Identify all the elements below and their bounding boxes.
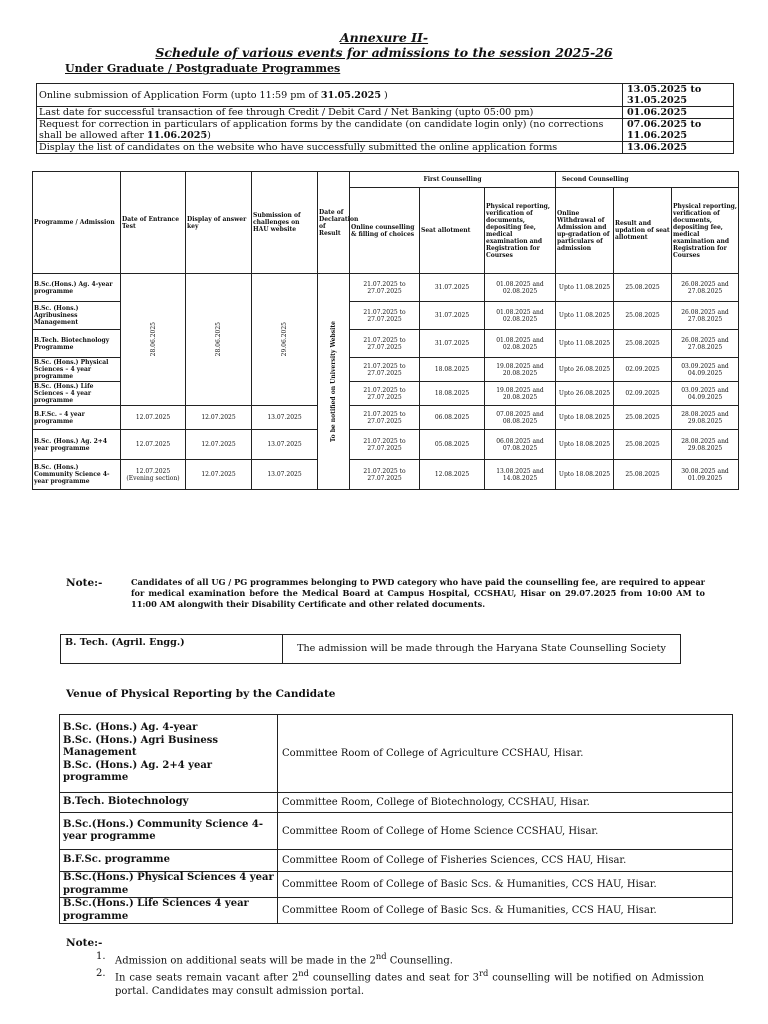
event-text: Display the list of candidates on the website who have successfully submitted the online application forms — [39, 142, 558, 153]
merged-date-vertical: 28.06.2025 — [215, 322, 222, 357]
challenges-cell: 13.07.2025 — [252, 460, 318, 490]
header-physical-reporting-2: Physical reporting, verification of documents, depositing fee, medical examination and Registration for Courses — [672, 188, 739, 274]
venue-programme — [60, 715, 278, 793]
withdrawal-cell: Upto 18.08.2025 — [556, 460, 614, 490]
result-cell: 25.08.2025 — [614, 460, 672, 490]
venue-programme-line: B.Sc.(Hons.) Physical Sciences 4 year programme — [63, 872, 274, 896]
result-cell: 25.08.2025 — [614, 274, 672, 302]
result-cell: 25.08.2025 — [614, 406, 672, 430]
venue-programme — [60, 898, 278, 924]
physical-reporting-cell: 01.08.2025 and 02.08.2025 — [485, 330, 556, 358]
physical-reporting-2-cell: 03.09.2025 and 04.09.2025 — [672, 358, 739, 382]
venue-row — [60, 793, 733, 813]
note-item-number: 2. — [96, 968, 106, 980]
result-cell: 25.08.2025 — [614, 302, 672, 330]
event-text: Last date for successful transaction of fee through Credit / Debit Card / Net Banking (upto 05:00 pm) — [39, 107, 534, 118]
header-answer-key: Display of answer key — [186, 172, 252, 274]
online-counselling-cell: 21.07.2025 to 27.07.2025 — [350, 274, 420, 302]
annexure-title: Annexure II- — [339, 30, 429, 45]
counselling-schedule-table — [32, 171, 739, 490]
venue-location: Committee Room of College of Basic Scs. & Humanities, CCS HAU, Hisar. — [278, 898, 733, 924]
note-item-text: Admission on additional seats will be made in the 2 — [115, 955, 376, 967]
programme-cell: B.Sc. (Hons.) Community Science 4- year programme — [33, 460, 121, 490]
declaration-cell — [318, 274, 350, 490]
venue-programme-line: B.Sc. (Hons.) Ag. 2+4 year programme — [63, 759, 213, 784]
event-date-bold: 31.05.2025 — [320, 89, 381, 101]
schedule-title: Schedule of various events for admissions to the session 2025-26 — [155, 45, 613, 60]
physical-reporting-cell: 19.08.2025 and 20.08.2025 — [485, 358, 556, 382]
venue-programme-line: B.Tech. Biotechnology — [63, 796, 189, 808]
result-cell: 02.09.2025 — [614, 382, 672, 406]
venue-row — [60, 872, 733, 898]
note-item-text-2: Counselling. — [386, 955, 453, 967]
schedule-event — [37, 107, 623, 119]
venue-programme — [60, 872, 278, 898]
programme-cell: B.Sc. (Hons.) Life Sciences – 4 year programme — [33, 382, 121, 406]
btech-admission-table — [60, 634, 681, 664]
online-counselling-cell: 21.07.2025 to 27.07.2025 — [350, 382, 420, 406]
event-text-end: ) — [381, 89, 388, 101]
note-item-text-2: counselling dates and seat for 3 — [308, 972, 479, 984]
physical-reporting-2-cell: 03.09.2025 and 04.09.2025 — [672, 382, 739, 406]
note-item-text-3: counselling will be notified on Admission portal. Candidates may consult admission portal. — [115, 972, 704, 997]
physical-reporting-cell: 07.08.2025 and 08.08.2025 — [485, 406, 556, 430]
programme-cell: B.Sc.(Hons.) Ag. 4-year programme — [33, 274, 121, 302]
challenges-cell: 13.07.2025 — [252, 406, 318, 430]
schedule-date: 07.06.2025 to 11.06.2025 — [623, 119, 734, 142]
answer-key-cell: 12.07.2025 — [186, 460, 252, 490]
table-row — [33, 430, 739, 460]
venue-title: Venue of Physical Reporting by the Candidate — [66, 688, 336, 700]
venue-location: Committee Room, College of Biotechnology, CCSHAU, Hisar. — [278, 793, 733, 813]
header-withdrawal: Online Withdrawal of Admission and up-gradation of particulars of admission — [556, 188, 614, 274]
note-2-label: Note:- — [66, 937, 103, 949]
note-item — [96, 967, 704, 997]
header-seat-allotment: Seat allotment — [420, 188, 485, 274]
answer-key-cell: 12.07.2025 — [186, 406, 252, 430]
programme-cell: B.F.Sc. – 4 year programme — [33, 406, 121, 430]
physical-reporting-cell: 01.08.2025 and 02.08.2025 — [485, 302, 556, 330]
withdrawal-cell: Upto 26.08.2025 — [556, 358, 614, 382]
table-row — [33, 406, 739, 430]
seat-allotment-cell: 31.07.2025 — [420, 330, 485, 358]
entrance-cell: 12.07.2025 — [121, 430, 186, 460]
note-label: Note:- — [66, 577, 103, 589]
note-item-text: In case seats remain vacant after 2 — [115, 972, 299, 984]
online-counselling-cell: 21.07.2025 to 27.07.2025 — [350, 330, 420, 358]
venue-programme-line: B.F.Sc. programme — [63, 854, 170, 866]
table-row — [33, 274, 739, 302]
seat-allotment-cell: 05.08.2025 — [420, 430, 485, 460]
seat-allotment-cell: 06.08.2025 — [420, 406, 485, 430]
programme-cell: B.Sc. (Hons.) Ag. 2+4 year programme — [33, 430, 121, 460]
online-counselling-cell: 21.07.2025 to 27.07.2025 — [350, 406, 420, 430]
physical-reporting-cell: 19.08.2025 and 20.08.2025 — [485, 382, 556, 406]
header-first-counselling: First Counselling — [350, 172, 556, 188]
schedule-date: 01.06.2025 — [623, 107, 734, 119]
physical-reporting-2-cell: 26.08.2025 and 27.08.2025 — [672, 302, 739, 330]
programme-cell: B.Tech. Biotechnology Programme — [33, 330, 121, 358]
merged-date-vertical: 29.06.2025 — [281, 322, 288, 357]
note-item-sup-2: rd — [478, 968, 489, 979]
schedule-row — [37, 107, 734, 119]
btech-programme: B. Tech. (Agril. Engg.) — [61, 635, 283, 664]
venue-row — [60, 715, 733, 793]
header-challenges: Submission of challenges on HAU website — [252, 172, 318, 274]
note-item — [96, 950, 704, 967]
physical-reporting-cell: 06.08.2025 and 07.08.2025 — [485, 430, 556, 460]
schedule-date: 13.05.2025 to 31.05.2025 — [623, 84, 734, 107]
schedule-event — [37, 119, 623, 142]
pwd-note-text: Candidates of all UG / PG programmes belonging to PWD category who have paid the counselling fee, are required to appear for medical examination before the Medical Board at Campus Hospital, CCSHAU, Hisar on 29.07.2025 from 10:00 AM to 11:00 AM alongwith their Disability Certificate and other related documents. — [131, 577, 705, 609]
note-item-sup: nd — [375, 951, 387, 961]
online-counselling-cell: 21.07.2025 to 27.07.2025 — [350, 460, 420, 490]
header-declaration: Date of Declaration of Result — [318, 172, 350, 274]
physical-reporting-2-cell: 28.08.2025 and 29.08.2025 — [672, 430, 739, 460]
seat-allotment-cell: 18.08.2025 — [420, 358, 485, 382]
event-text: Online submission of Application Form (upto 11:59 pm of — [39, 89, 321, 101]
venue-programme-line: B.Sc.(Hons.) Community Science 4-year programme — [63, 818, 263, 842]
online-counselling-cell: 21.07.2025 to 27.07.2025 — [350, 302, 420, 330]
physical-reporting-2-cell: 26.08.2025 and 27.08.2025 — [672, 330, 739, 358]
programme-cell: B.Sc. (Hons.) Agribusiness Management — [33, 302, 121, 330]
result-cell: 25.08.2025 — [614, 430, 672, 460]
event-date-bold: 11.06.2025 — [147, 130, 208, 141]
top-schedule-table — [36, 83, 734, 154]
merged-date-vertical: 28.06.2025 — [149, 322, 157, 357]
result-cell: 02.09.2025 — [614, 358, 672, 382]
entrance-cell: 12.07.2025 — [121, 406, 186, 430]
withdrawal-cell: Upto 11.08.2025 — [556, 330, 614, 358]
withdrawal-cell: Upto 11.08.2025 — [556, 302, 614, 330]
header-programme: Programme / Admission — [33, 172, 121, 274]
event-text-end: ) — [207, 130, 211, 141]
note-item-number: 1. — [96, 951, 106, 962]
withdrawal-cell: Upto 11.08.2025 — [556, 274, 614, 302]
physical-reporting-cell: 01.08.2025 and 02.08.2025 — [485, 274, 556, 302]
venue-location: Committee Room of College of Agriculture CCSHAU, Hisar. — [278, 715, 733, 793]
venue-row — [60, 898, 733, 924]
answer-key-cell: 12.07.2025 — [186, 430, 252, 460]
physical-reporting-cell: 13.08.2025 and 14.08.2025 — [485, 460, 556, 490]
seat-allotment-cell: 31.07.2025 — [420, 274, 485, 302]
schedule-row — [37, 119, 734, 142]
physical-reporting-2-cell: 30.08.2025 and 01.09.2025 — [672, 460, 739, 490]
header-entrance-test: Date of Entrance Test — [121, 172, 186, 274]
seat-allotment-cell: 18.08.2025 — [420, 382, 485, 406]
venue-programme — [60, 813, 278, 850]
challenges-cell: 13.07.2025 — [252, 430, 318, 460]
event-text: Request for correction in particulars of application forms by the candidate (on candidate login only) (no corrections shall be allowed after — [39, 119, 604, 141]
programme-cell: B.Sc. (Hons.) Physical Sciences – 4 year programme — [33, 358, 121, 382]
online-counselling-cell: 21.07.2025 to 27.07.2025 — [350, 430, 420, 460]
venue-programme-line: B.Sc. (Hons.) Ag. 4-year — [63, 722, 198, 734]
withdrawal-cell: Upto 18.08.2025 — [556, 406, 614, 430]
header-physical-reporting: Physical reporting, verification of documents, depositing fee, medical examination and Registration for Courses — [485, 188, 556, 274]
schedule-date: 13.06.2025 — [623, 142, 734, 154]
venue-programme-line: B.Sc. (Hons.) Agri Business Management — [63, 734, 218, 759]
declaration-vertical-text: To be notified on University Website — [330, 320, 337, 443]
schedule-row — [37, 84, 734, 107]
schedule-row — [37, 142, 734, 154]
table-row — [33, 460, 739, 490]
merged-entrance-cell — [121, 274, 186, 406]
seat-allotment-cell: 12.08.2025 — [420, 460, 485, 490]
btech-admission-text: The admission will be made through the Haryana State Counselling Society — [283, 635, 681, 664]
result-cell: 25.08.2025 — [614, 330, 672, 358]
venue-programme-line: B.Sc.(Hons.) Life Sciences 4 year programme — [63, 898, 249, 922]
venue-row — [60, 850, 733, 872]
venue-programme — [60, 793, 278, 813]
venue-location: Committee Room of College of Fisheries Sciences, CCS HAU, Hisar. — [278, 850, 733, 872]
header-result-updation: Result and updation of seat allotment — [614, 188, 672, 274]
online-counselling-cell: 21.07.2025 to 27.07.2025 — [350, 358, 420, 382]
withdrawal-cell: Upto 26.08.2025 — [556, 382, 614, 406]
note-item-sup: nd — [298, 968, 309, 979]
note-2-list — [96, 950, 704, 998]
physical-reporting-2-cell: 28.08.2025 and 29.08.2025 — [672, 406, 739, 430]
venue-location: Committee Room of College of Basic Scs. & Humanities, CCS HAU, Hisar. — [278, 872, 733, 898]
header-online-counselling: Online counselling & filling of choices — [350, 188, 420, 274]
merged-answer-key-cell — [186, 274, 252, 406]
venue-location: Committee Room of College of Home Science CCSHAU, Hisar. — [278, 813, 733, 850]
schedule-event — [37, 142, 623, 154]
entrance-cell: 12.07.2025 (Evening section) — [121, 460, 186, 490]
venue-programme — [60, 850, 278, 872]
merged-challenges-cell — [252, 274, 318, 406]
physical-reporting-2-cell: 26.08.2025 and 27.08.2025 — [672, 274, 739, 302]
venue-row — [60, 813, 733, 850]
header-second-counselling: Second Counselling — [556, 172, 739, 188]
seat-allotment-cell: 31.07.2025 — [420, 302, 485, 330]
programmes-subtitle: Under Graduate / Postgraduate Programmes — [65, 62, 341, 75]
withdrawal-cell: Upto 18.08.2025 — [556, 430, 614, 460]
schedule-event — [37, 84, 623, 107]
venue-table — [59, 714, 733, 924]
